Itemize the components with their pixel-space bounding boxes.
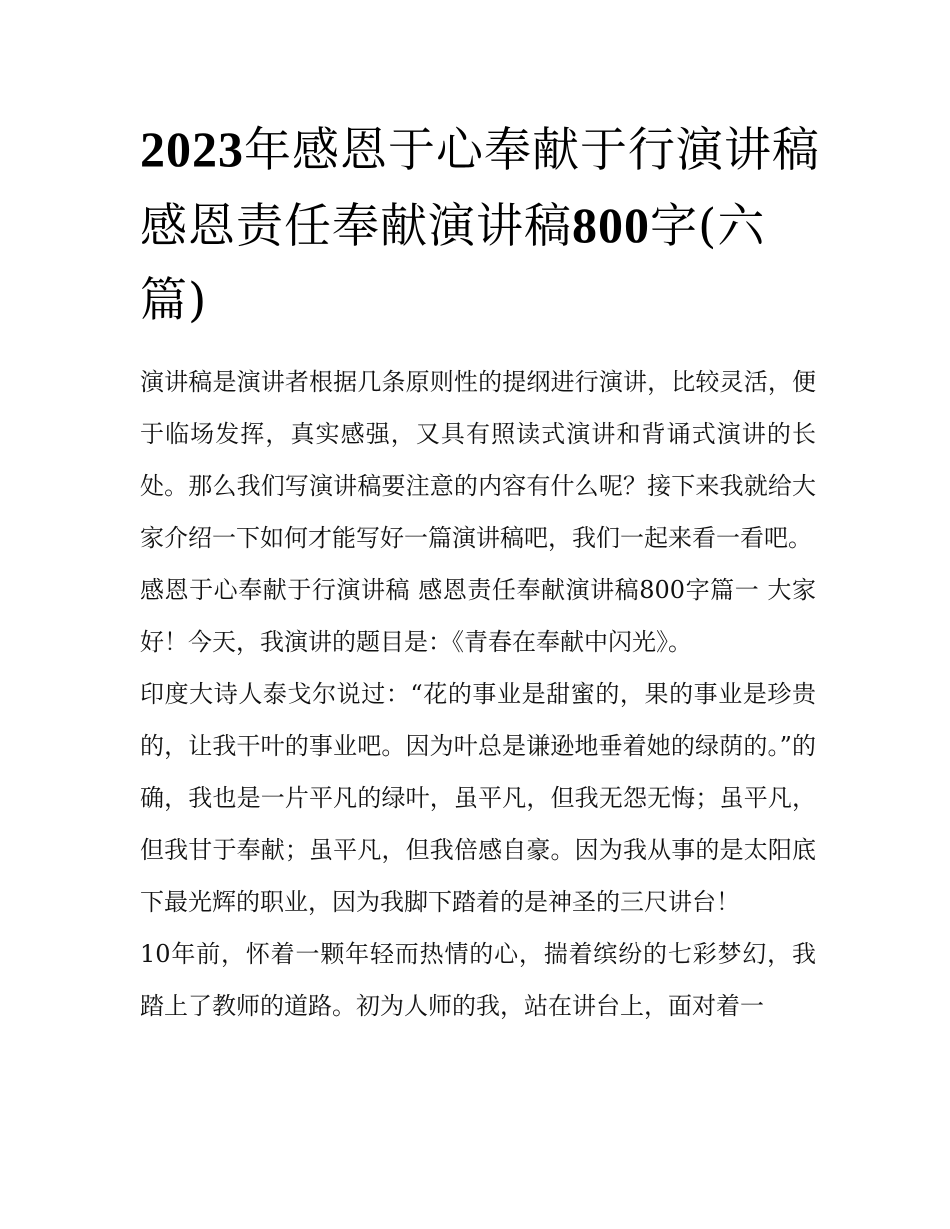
title-word-count: 800 bbox=[572, 197, 650, 253]
paragraph-ten-years: 10年前，怀着一颗年轻而热情的心，揣着缤纷的七彩梦幻，我踏上了教师的道路。初为人师的我，站在讲台上，面对着一 bbox=[140, 940, 816, 1020]
document-body bbox=[140, 356, 816, 1032]
title-text-part-1: 年感恩于心奉献于行演讲稿 感恩责任奉献演讲稿 bbox=[140, 123, 820, 254]
paragraph-section-heading: 感恩于心奉献于行演讲稿 感恩责任奉献演讲稿800字篇一 大家好！今天，我演讲的题目是：《青春在奉献中闪光》。 bbox=[140, 576, 816, 656]
title-text-part-2: 字(六篇) bbox=[140, 199, 766, 328]
document-title bbox=[140, 112, 820, 338]
paragraph-intro: 演讲稿是演讲者根据几条原则性的提纲进行演讲，比较灵活，便于临场发挥，真实感强，又具有照读式演讲和背诵式演讲的长处。那么我们写演讲稿要注意的内容有什么呢？接下来我就给大家介绍一下如何才能写好一篇演讲稿吧，我们一起来看一看吧。 bbox=[140, 368, 816, 552]
paragraph-quote: 印度大诗人泰戈尔说过：“花的事业是甜蜜的，果的事业是珍贵的，让我干叶的事业吧。因为叶总是谦逊地垂着她的绿荫的。”的确，我也是一片平凡的绿叶，虽平凡，但我无怨无悔；虽平凡，但我甘于奉献；虽平凡，但我倍感自豪。因为我从事的是太阳底下最光辉的职业，因为我脚下踏着的是神圣的三尺讲台！ bbox=[140, 680, 816, 916]
title-year: 2023 bbox=[140, 121, 244, 177]
